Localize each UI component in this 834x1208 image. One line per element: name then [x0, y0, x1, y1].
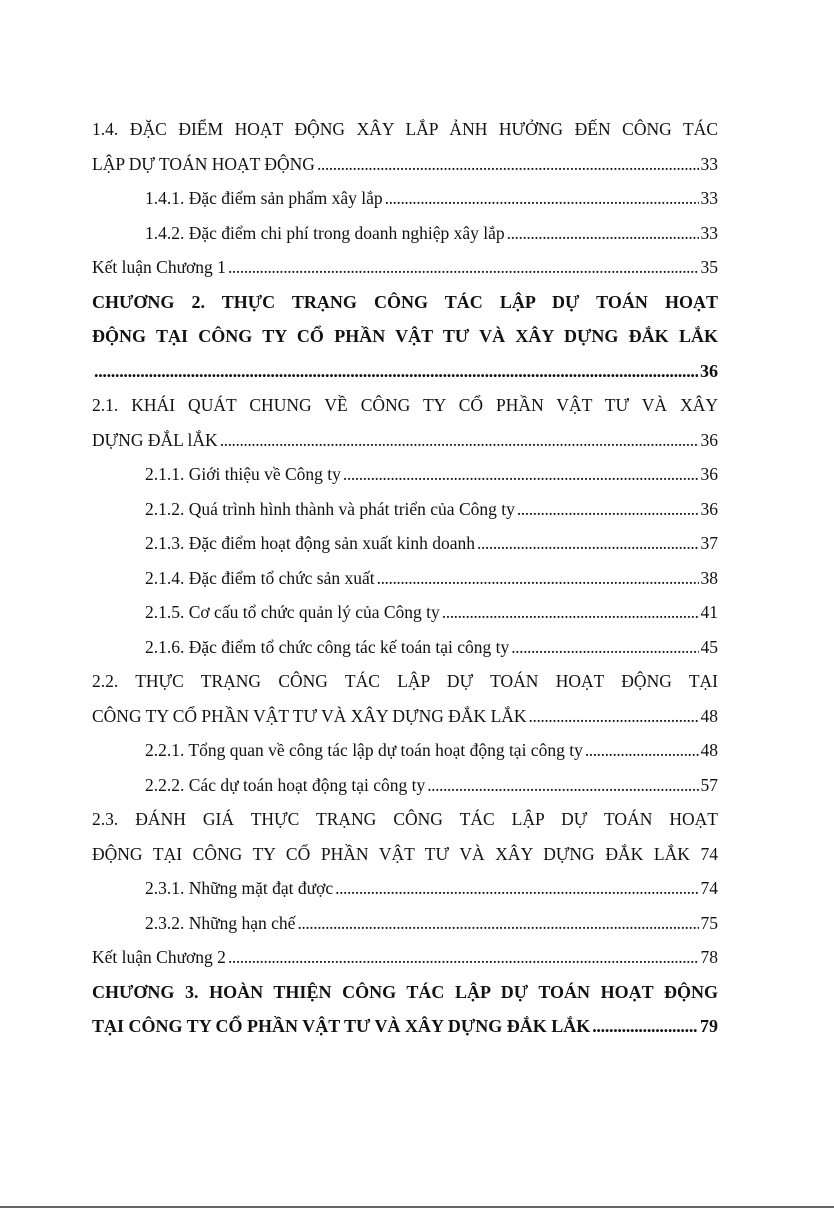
- toc-entry: [92, 940, 718, 975]
- toc-entry-text: CHƯƠNG 3. HOÀN THIỆN CÔNG TÁC LẬP DỰ TOÁN HOẠT ĐỘNG: [92, 981, 718, 1002]
- toc-page-number: 48: [700, 740, 718, 760]
- toc-entry: [92, 285, 718, 320]
- toc-entry: [92, 354, 718, 389]
- toc-entry: [92, 147, 718, 182]
- toc-page-number: 78: [700, 947, 718, 967]
- toc-page-number: 35: [700, 257, 718, 277]
- toc-entry: [92, 595, 718, 630]
- toc-entry: [92, 768, 718, 803]
- toc-entry: [92, 733, 718, 768]
- toc-page-number: 33: [700, 153, 718, 174]
- table-of-contents: [92, 112, 718, 1044]
- toc-entry: [92, 630, 718, 665]
- toc-entry-text: 2.3.1. Những mặt đạt được: [145, 878, 334, 898]
- toc-entry-text: DỰNG ĐẮL lẮK: [92, 429, 218, 450]
- toc-leader-dots: [511, 630, 698, 665]
- toc-leader-dots: [228, 940, 699, 975]
- toc-entry: [92, 664, 718, 699]
- toc-entry: [92, 526, 718, 561]
- toc-entry-text: 2.1.5. Cơ cấu tổ chức quản lý của Công ty: [145, 602, 440, 622]
- toc-leader-dots: [477, 526, 698, 561]
- toc-page-number: 48: [700, 705, 718, 726]
- toc-entry: [92, 492, 718, 527]
- toc-leader-dots: [507, 216, 699, 251]
- toc-entry-text: 2.2.1. Tổng quan về công tác lập dự toán hoạt động tại công ty: [145, 740, 583, 760]
- toc-entry: [92, 1009, 718, 1044]
- toc-leader-dots: [427, 768, 698, 803]
- toc-entry-text: CHƯƠNG 2. THỰC TRẠNG CÔNG TÁC LẬP DỰ TOÁN HOẠT: [92, 291, 718, 312]
- toc-entry: [92, 181, 718, 216]
- toc-page-number: 36: [700, 464, 718, 484]
- toc-page-number: 36: [700, 429, 718, 450]
- toc-entry-text: ĐỘNG TẠI CÔNG TY CỔ PHẦN VẬT TƯ VÀ XÂY DỰNG ĐẮK LẮK 74: [92, 843, 718, 864]
- toc-entry-text: Kết luận Chương 1: [92, 257, 226, 277]
- toc-entry: [92, 319, 718, 354]
- toc-leader-dots: [220, 423, 699, 458]
- toc-page-number: 75: [700, 912, 718, 933]
- toc-leader-dots: [517, 492, 699, 527]
- toc-leader-dots: [442, 595, 699, 630]
- toc-entry-text: 1.4.1. Đặc điểm sản phẩm xây lắp: [145, 188, 383, 208]
- toc-page-number: 41: [700, 602, 718, 622]
- toc-entry: [92, 975, 718, 1010]
- toc-entry: [92, 561, 718, 596]
- toc-entry: [92, 871, 718, 906]
- toc-page-number: 45: [700, 636, 718, 657]
- toc-leader-dots: [228, 250, 699, 285]
- toc-entry-text: TẠI CÔNG TY CỔ PHẦN VẬT TƯ VÀ XÂY DỰNG ĐẮK LẮK: [92, 1016, 591, 1036]
- toc-leader-dots: [317, 147, 699, 182]
- toc-entry-text: 2.2. THỰC TRẠNG CÔNG TÁC LẬP DỰ TOÁN HOẠT ĐỘNG TẠI: [92, 671, 718, 691]
- toc-entry: [92, 250, 718, 285]
- toc-entry-text: 2.1.6. Đặc điểm tổ chức công tác kế toán tại công ty: [145, 636, 510, 657]
- toc-entry-text: 1.4.2. Đặc điểm chi phí trong doanh nghiệp xây lắp: [145, 222, 505, 243]
- toc-entry: [92, 457, 718, 492]
- toc-entry-text: 2.1.4. Đặc điểm tổ chức sản xuất: [145, 567, 375, 588]
- toc-page-number: 38: [700, 567, 718, 588]
- toc-page-number: 33: [700, 188, 718, 208]
- toc-leader-dots: [585, 733, 699, 768]
- toc-page-number: 74: [700, 878, 718, 898]
- toc-entry-text: 2.2.2. Các dự toán hoạt động tại công ty: [145, 774, 426, 795]
- toc-entry: [92, 423, 718, 458]
- toc-leader-dots: [335, 871, 698, 906]
- toc-page-number: 36: [700, 360, 718, 381]
- toc-entry-text: 1.4. ĐẶC ĐIỂM HOẠT ĐỘNG XÂY LẮP ẢNH HƯỞNG ĐẾN CÔNG TÁC: [92, 119, 718, 139]
- toc-entry-text: CÔNG TY CỔ PHẦN VẬT TƯ VÀ XÂY DỰNG ĐẮK LẮK: [92, 705, 527, 726]
- toc-entry: [92, 837, 718, 872]
- toc-leader-dots: [385, 181, 699, 216]
- toc-entry-text: 2.3. ĐÁNH GIÁ THỰC TRẠNG CÔNG TÁC LẬP DỰ TOÁN HOẠT: [92, 809, 718, 829]
- toc-entry: [92, 112, 718, 147]
- toc-entry-text: LẬP DỰ TOÁN HOẠT ĐỘNG: [92, 153, 315, 174]
- toc-entry-text: 2.1.3. Đặc điểm hoạt động sản xuất kinh doanh: [145, 533, 476, 553]
- toc-entry: [92, 906, 718, 941]
- toc-entry-text: ĐỘNG TẠI CÔNG TY CỔ PHẦN VẬT TƯ VÀ XÂY DỰNG ĐẮK LẮK: [92, 326, 718, 346]
- toc-entry-text: 2.1. KHÁI QUÁT CHUNG VỀ CÔNG TY CỔ PHẦN VẬT TƯ VÀ XÂY: [92, 395, 718, 415]
- toc-page-number: 37: [700, 533, 718, 553]
- toc-page-number: 79: [700, 1016, 718, 1036]
- toc-leader-dots: [343, 457, 699, 492]
- toc-page-number: 33: [700, 222, 718, 243]
- toc-entry: [92, 699, 718, 734]
- toc-leader-dots: [529, 699, 699, 734]
- toc-page-number: 36: [700, 498, 718, 519]
- toc-leader-dots: [377, 561, 699, 596]
- toc-entry: [92, 802, 718, 837]
- toc-entry-text: Kết luận Chương 2: [92, 947, 226, 967]
- toc-leader-dots: [297, 906, 698, 941]
- toc-entry-text: 2.1.1. Giới thiệu về Công ty: [145, 464, 341, 484]
- toc-entry-text: 2.1.2. Quá trình hình thành và phát triển của Công ty: [145, 498, 515, 519]
- toc-page-number: 57: [700, 774, 718, 795]
- toc-entry-text: 2.3.2. Những hạn chế: [145, 912, 296, 933]
- toc-leader-dots: [592, 1009, 698, 1044]
- toc-entry: [92, 388, 718, 423]
- toc-entry: [92, 216, 718, 251]
- toc-leader-dots: [94, 354, 698, 389]
